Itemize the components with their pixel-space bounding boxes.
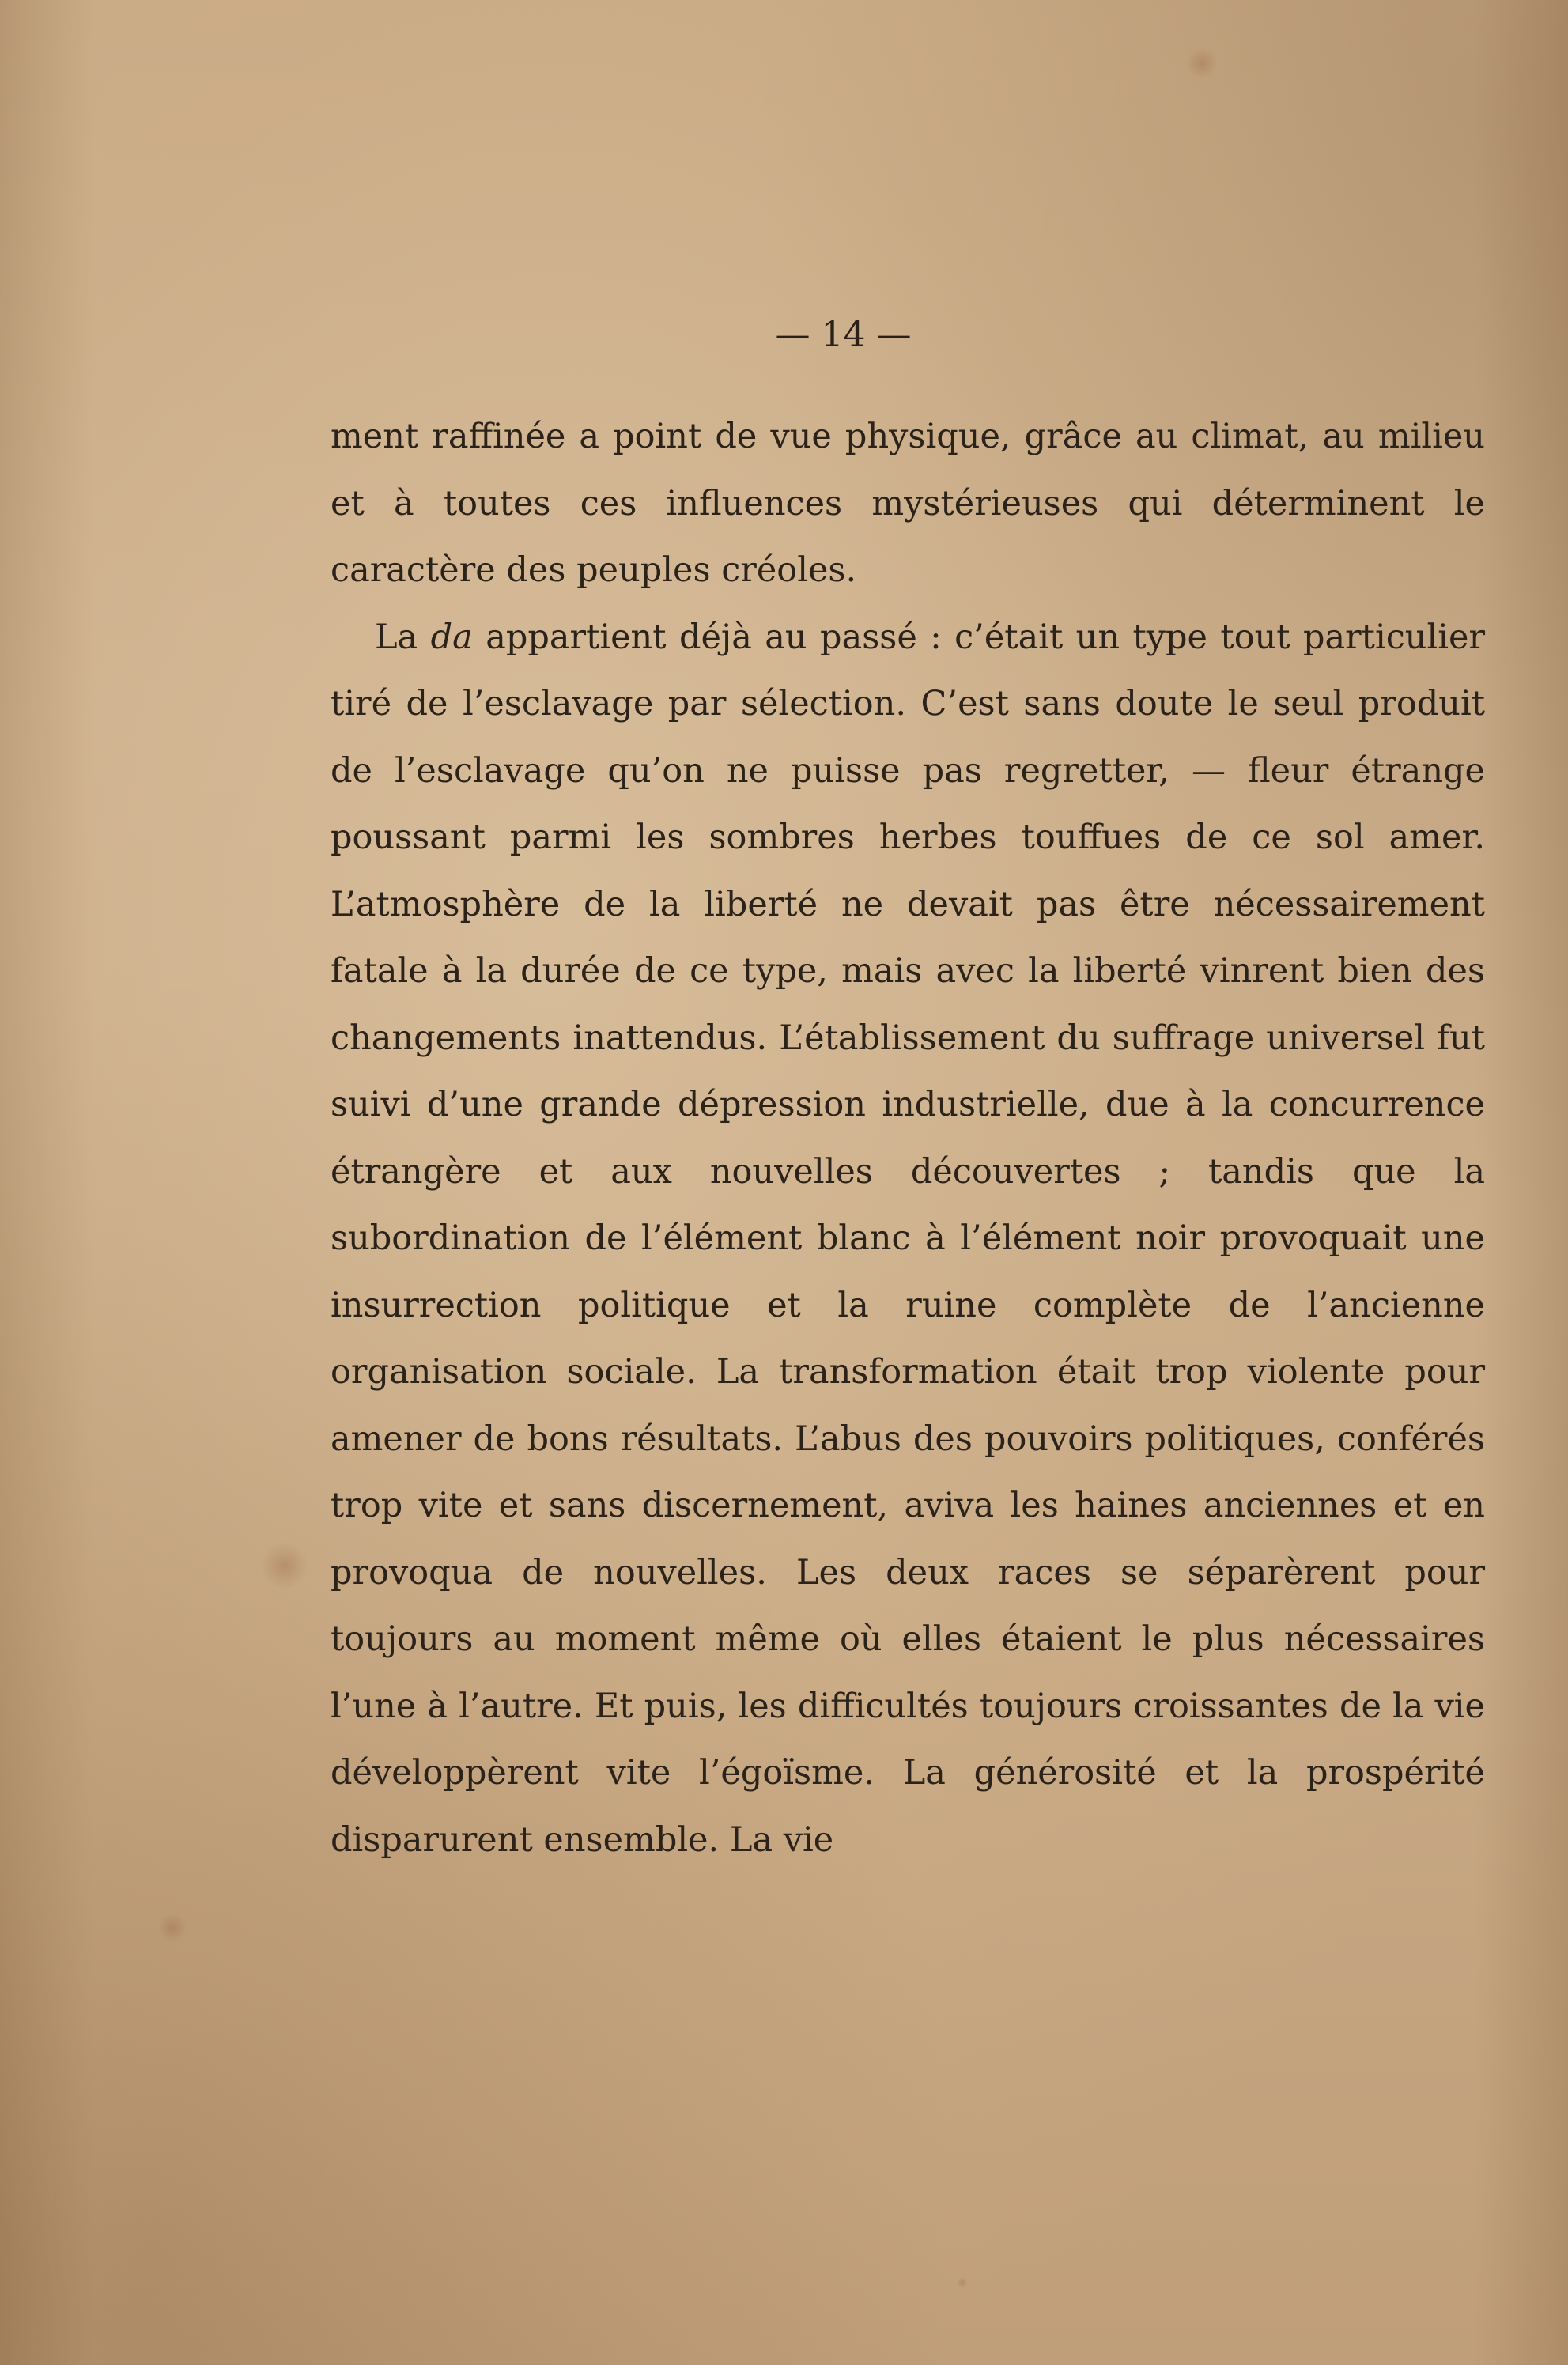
body-text — [331, 403, 1485, 1873]
italic-term: da — [430, 617, 473, 657]
paragraph-1: ment raffinée a point de vue physique, grâce au climat, au milieu et à toutes ces influences mystérieuses qui déterminent le caractère des peuples créoles. — [331, 417, 1485, 590]
paper-stain — [158, 1914, 187, 1942]
paragraph-2-body: appartient déjà au passé : c’était un type tout particulier tiré de l’esclavage par sélection. C’est sans doute le seul produit de l’esclavage qu’on ne puisse pas regretter, — fleur étrange poussant parmi les sombres herbes touffues de ce sol amer. L’atmosphère de la liberté ne devait pas être nécessairement fatale à la durée de ce type, mais avec la liberté vinrent bien des changements inattendus. L’établissement du suffrage universel fut suivi d’une grande dépression industrielle, due à la concurrence étrangère et aux nouvelles découvertes ; tandis que la subordination de l’élément blanc à l’élément noir provoquait une insurrection politique et la ruine complète de l’ancienne organisation sociale. La transformation était trop violente pour amener de bons résultats. L’abus des pouvoirs politiques, conférés trop vite et sans discernement, aviva les haines anciennes et en provoqua de nouvelles. Les deux races se séparèrent pour toujours au moment même où elles étaient le plus nécessaires l’une à l’autre. Et puis, les difficultés toujours croissantes de la vie développèrent vite l’égoïsme. La générosité et la prospérité disparurent ensemble. La vie — [331, 617, 1485, 1860]
paper-stain — [261, 1542, 308, 1589]
paragraph-2-lead: La — [375, 617, 431, 657]
page-number: — 14 — — [775, 315, 912, 355]
paper-stain — [1186, 47, 1218, 79]
paper-stain — [957, 2277, 968, 2288]
paragraph-2 — [331, 604, 1485, 1874]
